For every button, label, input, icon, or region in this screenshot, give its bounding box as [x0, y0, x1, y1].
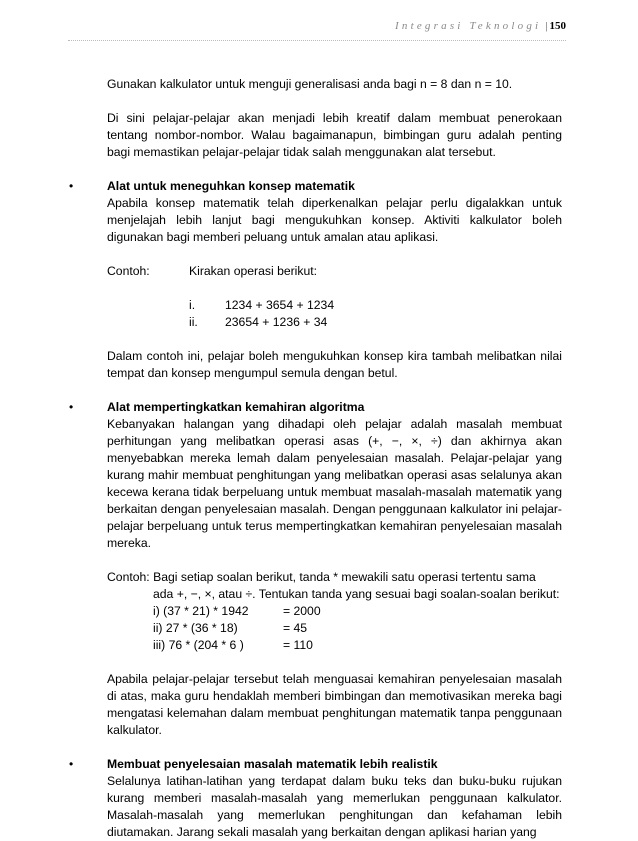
example-text: Kirakan operasi berikut:: [189, 264, 318, 278]
page-number: 150: [549, 20, 566, 32]
header-title: Integrasi Teknologi: [395, 20, 542, 32]
operation-list: [189, 297, 562, 331]
equation-lhs: i) (37 * 21) * 1942: [153, 604, 249, 618]
section-concept-reinforcement: [69, 178, 562, 382]
list-item: [153, 603, 562, 620]
bullet-icon: •: [69, 179, 74, 193]
equation-lhs: ii) 27 * (36 * 18): [153, 621, 238, 635]
section-body: Selalunya latihan-latihan yang terdapat dalam buku teks dan buku-buku rujukan kurang memberi masalah-masalah yang memerlukan penggunaan kalkulator. Masalah-masalah yang memerlukan penghitungan dan kefahaman lebih diutamakan. Jarang sekali masalah yang berkaitan dengan aplikasi harian yang: [107, 774, 562, 839]
equation-rhs: = 45: [283, 621, 308, 635]
running-header: [395, 20, 566, 32]
section-title: Membuat penyelesaian masalah matematik lebih realistik: [107, 757, 438, 771]
list-item: [189, 297, 562, 314]
example-first-line: Contoh: Bagi setiap soalan berikut, tanda * mewakili satu operasi tertentu sama: [107, 570, 536, 584]
section-title: Alat untuk meneguhkan konsep matematik: [107, 179, 355, 193]
section-body: Apabila konsep matematik telah diperkenalkan pelajar perlu digalakkan untuk menjelajah lebih lanjut bagi mengukuhkan konsep. Aktiviti kalkulator boleh digunakan bagi memberi peluang untuk amalan atau aplikasi.: [107, 196, 562, 244]
equation-rhs: = 2000: [283, 604, 321, 618]
operation-number: ii.: [189, 315, 198, 329]
equation-rhs: = 110: [283, 638, 313, 652]
page-body: [69, 76, 562, 841]
bullet-icon: •: [69, 400, 74, 414]
operation-expression: 23654 + 1236 + 34: [225, 315, 328, 329]
bullet-icon: •: [69, 757, 74, 771]
header-rule: [68, 40, 566, 41]
section-title: Alat mempertingkatkan kemahiran algoritma: [107, 400, 365, 414]
list-item: [153, 637, 562, 654]
operation-number: i.: [189, 298, 196, 312]
operation-expression: 1234 + 3654 + 1234: [225, 298, 335, 312]
equation-lhs: iii) 76 * (204 * 6 ): [153, 638, 244, 652]
section-realistic-problems: [69, 756, 562, 841]
header-separator: |: [545, 20, 548, 32]
example-heading: [107, 263, 562, 280]
section-closing: Dalam contoh ini, pelajar boleh mengukuhkan konsep kira tambah melibatkan nilai tempat dan konsep mengumpul semula dengan betul.: [107, 349, 562, 380]
example-block: [153, 586, 562, 654]
example-label: Contoh:: [107, 264, 150, 278]
intro-instruction: Gunakan kalkulator untuk menguji generalisasi anda bagi n = 8 dan n = 10.: [107, 77, 513, 91]
section-body: Kebanyakan halangan yang dihadapi oleh pelajar adalah masalah membuat perhitungan yang melibatkan operasi asas (+, −, ×, ÷) dan akhirnya akan menyebabkan mereka lemah dalam penyelesaian masalah. Pelajar-pelajar yang kurang mahir membuat penghitungan yang melibatkan operasi asas selalunya akan kecewa kerana tidak berpeluang untuk membuat masalah-masalah matematik yang berkaitan dengan penyelesaian masalah. Dengan penggunaan kalkulator ini pelajar-pelajar berpeluang untuk terus mempertingkatkan kemahiran penyelesaian masalah mereka.: [107, 417, 562, 550]
section-algorithm-skills: [69, 399, 562, 739]
section-closing: Apabila pelajar-pelajar tersebut telah menguasai kemahiran penyelesaian masalah di atas, maka guru hendaklah memberi bimbingan dan memotivasikan mereka bagi mengatasi kelemahan dalam membuat penghitungan matematik tanpa penggunaan kalkulator.: [107, 672, 562, 737]
example-continuation: ada +, −, ×, atau ÷. Tentukan tanda yang sesuai bagi soalan-soalan berikut:: [153, 587, 560, 601]
list-item: [189, 314, 562, 331]
intro-paragraph: Di sini pelajar-pelajar akan menjadi lebih kreatif dalam membuat penerokaan tentang nombor-nombor. Walau bagaimanapun, bimbingan guru adalah penting bagi memastikan pelajar-pelajar tidak salah menggunakan alat tersebut.: [107, 111, 562, 159]
list-item: [153, 620, 562, 637]
